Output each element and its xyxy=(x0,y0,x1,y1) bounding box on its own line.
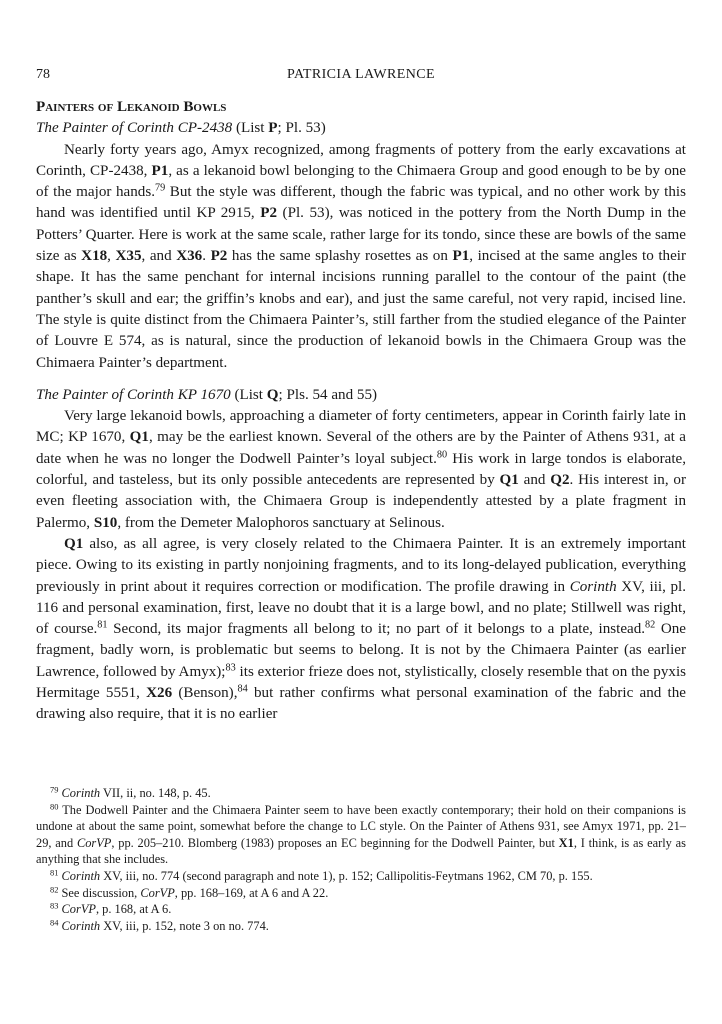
painter-heading-cp2438: The Painter of Corinth CP-2438 (List P; Pl. 53) xyxy=(36,120,326,137)
footnote-84: $^{84}$ Corinth XV, iii, p. 152, note 3 on no. 774. xyxy=(50,917,269,933)
running-head: PATRICIA LAWRENCE xyxy=(287,67,435,82)
footnote-80: $^{80}$ The Dodwell Painter and the Chimaera Painter seem to have been exactly contemporary; their hold on their companions is undone at about the same point, somewhat before the change to LC style. On the Painter of Athens 931, see Amyx 1971, pp. 21–29, and CorVP, pp. 205–210. Blomberg (1983) proposes an EC beginning for the Dodwell Painter, but X1, I think, is as early as anything that she includes. xyxy=(36,800,686,867)
painter-name: The Painter of Corinth CP-2438 xyxy=(36,120,233,137)
footnote-ref: 81 xyxy=(97,619,108,631)
footnote-ref: 79 xyxy=(154,182,166,194)
footnote-ref: 84 xyxy=(237,683,248,695)
paragraph: Nearly forty years ago, Amyx recognized, among fragments of pottery from the early excavations at Corinth, CP-2438, P1, as a lekanoid bowl belonging to the Chimaera Group and good enough to be by one of the major hands.$^{79}$ But the style was different, though the fabric was typical, and no other work by this hand was identified until KP 2915, P2 (Pl. 53), was noticed in the pottery from the North Dump in the Potters’ Quarter. Here is work at the same scale, rather large for its tondo, since these are bowls of the same size as X18, X35, and X36. P2 has the same splashy rosettes as on P1, incised at the same angles to their shape. It has the same penchant for internal incisions running parallel to the contour of the paint (the panther’s skull and ear; the griffin’s knobs and ear), and just the same careful, not very rapid, incised line. The style is quite distinct from the Chimaera Painter’s, still farther from the studied elegance of the Painter of Louvre E 574, as is natural, since the production of lekanoid bowls in the Chimaera Group was the Chimaera Painter’s department. xyxy=(36,141,687,371)
section-title: Painters of Lekanoid Bowls xyxy=(36,99,227,115)
page-number: 78 xyxy=(36,67,50,82)
footnote-ref: 82 xyxy=(645,619,656,631)
painter-name: The Painter of Corinth KP 1670 xyxy=(36,386,231,403)
footnote-ref: 83 xyxy=(225,662,236,674)
footnote-83: $^{83}$ CorVP, p. 168, at A 6. xyxy=(50,900,172,917)
footnote-81: $^{81}$ Corinth XV, iii, no. 774 (second paragraph and note 1), p. 152; Callipolitis-Feytmans 1962, CM 70, p. 155. xyxy=(50,867,593,883)
paragraph: Very large lekanoid bowls, approaching a diameter of forty centimeters, appear in Corinth fairly late in MC; KP 1670, Q1, may be the earliest known. Several of the others are by the Painter of Athens 931, at a date when he was no longer the Dodwell Painter’s loyal subject.$^{80}$ His work in large tondos is elaborate, colorful, and tasteless, but its only possible antecedents are represented by Q1 and Q2. His interest in, or even fleeting association with, the Chimaera Group is independently attested by a plate fragment in Palermo, S10, from the Demeter Malophoros sanctuary at Selinous. xyxy=(36,408,687,531)
footnote-82: $^{82}$ See discussion, CorVP, pp. 168–169, at A 6 and A 22. xyxy=(50,883,329,900)
page-header xyxy=(36,66,686,84)
footnotes xyxy=(36,785,686,934)
main-text xyxy=(36,97,686,726)
paragraph: Q1 also, as all agree, is very closely related to the Chimaera Painter. It is an extremely important piece. Owing to its existing in partly nonjoining fragments, and to its long-delayed publication, everything previously in print about it requires correction or modification. The profile drawing in Corinth XV, iii, pl. 116 and personal examination, first, leave no doubt that it is a large bowl, and no plate; Stillwell was right, of course.$^{81}$ Second, its major fragments all belong to it; no part of it belongs to a plate, instead.$^{82}$ One fragment, badly worn, is problematic but seems to belong. It is not by the Chimaera Painter (as earlier Lawrence, followed by Amyx);$^{83}$ its exterior frieze does not, stylistically, closely resemble that on the pyxis Hermitage 5551, X26 (Benson),$^{84}$ but rather confirms what personal examination of the fabric and the drawing also require, that it is no earlier xyxy=(36,535,687,723)
footnote-79: $^{79}$ Corinth VII, ii, no. 148, p. 45. xyxy=(50,784,211,800)
footnote-ref: 80 xyxy=(436,449,448,461)
painter-heading-kp1670: The Painter of Corinth KP 1670 (List Q; Pls. 54 and 55) xyxy=(36,386,378,403)
